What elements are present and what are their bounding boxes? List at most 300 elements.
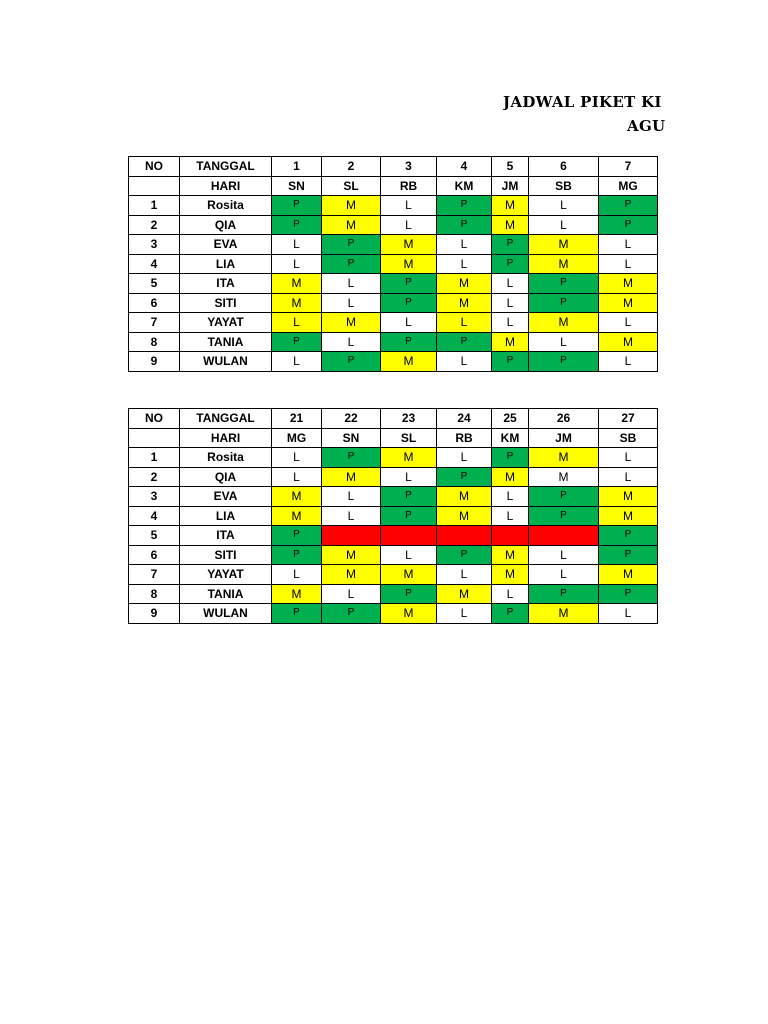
shift-code: P: [560, 509, 567, 521]
shift-code: M: [623, 508, 633, 523]
shift-code: M: [623, 334, 633, 349]
shift-cell: [381, 604, 437, 624]
shift-cell: [272, 235, 322, 255]
row-number: 9: [129, 352, 180, 372]
shift-code: P: [624, 218, 632, 230]
shift-cell: [599, 526, 658, 546]
shift-code: L: [460, 450, 468, 465]
shift-code: L: [293, 237, 300, 252]
shift-cell: [492, 604, 529, 624]
shift-code: M: [505, 469, 515, 484]
shift-code: M: [346, 469, 356, 484]
shift-cell: [381, 215, 437, 235]
shift-code: P: [624, 199, 632, 211]
shift-code: P: [624, 587, 632, 599]
shift-code: L: [506, 295, 514, 310]
shift-cell: [381, 487, 437, 507]
person-row: [129, 506, 658, 526]
date-cell: 1: [272, 157, 322, 177]
shift-cell: [599, 274, 658, 294]
shift-cell: [437, 545, 492, 565]
shift-code: M: [291, 276, 302, 291]
shift-code: L: [506, 508, 514, 523]
shift-cell: [492, 235, 529, 255]
shift-code: P: [560, 277, 567, 289]
day-cell: JM: [492, 176, 529, 196]
shift-cell: [272, 506, 322, 526]
shift-cell: [437, 565, 492, 585]
row-number: 3: [129, 235, 180, 255]
tanggal-header: TANGGAL: [180, 409, 272, 429]
shift-code: P: [624, 529, 632, 541]
day-cell: RB: [381, 176, 437, 196]
shift-cell: [492, 293, 529, 313]
person-name: YAYAT: [180, 565, 272, 585]
shift-cell: [599, 584, 658, 604]
shift-cell: [529, 274, 599, 294]
shift-cell: [529, 604, 599, 624]
shift-cell: [492, 506, 529, 526]
shift-cell: [322, 274, 381, 294]
shift-cell: [322, 352, 381, 372]
shift-code: L: [624, 354, 632, 369]
shift-code: P: [347, 238, 355, 250]
shift-code: P: [506, 238, 514, 250]
shift-cell: [599, 565, 658, 585]
shift-code: M: [291, 586, 302, 601]
shift-cell: [529, 235, 599, 255]
row-number: 2: [129, 215, 180, 235]
shift-cell: [437, 293, 492, 313]
shift-code: M: [346, 567, 356, 582]
day-cell: MG: [272, 428, 322, 448]
shift-cell: [492, 352, 529, 372]
day-cell: SL: [322, 176, 381, 196]
shift-cell: [492, 274, 529, 294]
person-row: [129, 604, 658, 624]
person-row: [129, 254, 658, 274]
shift-code: L: [560, 217, 567, 232]
shift-cell: [272, 565, 322, 585]
shift-cell-blocked: [381, 526, 437, 546]
shift-code: P: [460, 470, 468, 482]
shift-cell: [272, 604, 322, 624]
shift-code: P: [293, 529, 300, 541]
shift-cell: [599, 196, 658, 216]
schedule-table-1: [128, 156, 658, 372]
shift-cell: [437, 313, 492, 333]
shift-cell: [599, 215, 658, 235]
shift-cell: [437, 235, 492, 255]
shift-code: M: [291, 508, 302, 523]
shift-cell: [272, 215, 322, 235]
shift-cell: [381, 313, 437, 333]
shift-cell: [529, 332, 599, 352]
shift-cell: [492, 196, 529, 216]
shift-code: L: [293, 567, 300, 582]
date-cell: 22: [322, 409, 381, 429]
person-row: [129, 565, 658, 585]
shift-cell: [322, 506, 381, 526]
shift-code: L: [460, 606, 468, 621]
shift-code: M: [403, 256, 414, 271]
shift-code: M: [291, 489, 302, 504]
shift-code: P: [624, 548, 632, 560]
shift-code: M: [558, 469, 569, 484]
person-name: TANIA: [180, 332, 272, 352]
shift-code: L: [293, 354, 300, 369]
shift-code: L: [405, 547, 412, 562]
shift-code: L: [560, 567, 567, 582]
person-name: ITA: [180, 526, 272, 546]
shift-code: L: [560, 334, 567, 349]
shift-code: M: [403, 237, 414, 252]
shift-code: P: [560, 355, 567, 367]
shift-cell: [322, 545, 381, 565]
person-row: [129, 313, 658, 333]
shift-code: M: [459, 489, 469, 504]
shift-cell: [322, 313, 381, 333]
shift-cell: [599, 545, 658, 565]
shift-cell: [492, 545, 529, 565]
shift-code: M: [623, 295, 633, 310]
person-name: SITI: [180, 545, 272, 565]
day-cell: RB: [437, 428, 492, 448]
shift-code: P: [405, 296, 412, 308]
person-row: [129, 274, 658, 294]
shift-code: P: [293, 199, 300, 211]
shift-code: P: [347, 355, 355, 367]
person-row: [129, 584, 658, 604]
day-cell: SL: [381, 428, 437, 448]
row-number: 8: [129, 332, 180, 352]
person-name: QIA: [180, 215, 272, 235]
shift-cell: [529, 506, 599, 526]
shift-code: M: [623, 489, 633, 504]
shift-cell: [529, 196, 599, 216]
shift-code: M: [505, 567, 515, 582]
person-name: Rosita: [180, 196, 272, 216]
date-cell: 27: [599, 409, 658, 429]
shift-cell: [437, 352, 492, 372]
person-name: TANIA: [180, 584, 272, 604]
no-header: NO: [129, 409, 180, 429]
shift-cell: [322, 332, 381, 352]
shift-code: M: [403, 567, 414, 582]
shift-code: M: [558, 450, 569, 465]
shift-code: P: [293, 607, 300, 619]
shift-code: M: [459, 586, 469, 601]
shift-cell: [272, 274, 322, 294]
shift-cell: [437, 604, 492, 624]
person-row: [129, 467, 658, 487]
day-cell: MG: [599, 176, 658, 196]
shift-cell: [322, 467, 381, 487]
row-number: 2: [129, 467, 180, 487]
shift-cell: [492, 332, 529, 352]
date-cell: 21: [272, 409, 322, 429]
shift-cell: [322, 565, 381, 585]
shift-cell: [529, 565, 599, 585]
shift-code: L: [460, 354, 468, 369]
shift-cell: [492, 215, 529, 235]
shift-code: P: [405, 335, 412, 347]
shift-cell: [492, 448, 529, 468]
shift-cell: [529, 487, 599, 507]
shift-code: P: [347, 451, 355, 463]
day-cell: KM: [437, 176, 492, 196]
person-name: ITA: [180, 274, 272, 294]
shift-code: M: [505, 547, 515, 562]
no-header: NO: [129, 157, 180, 177]
shift-cell: [599, 293, 658, 313]
shift-cell: [599, 352, 658, 372]
shift-cell: [322, 215, 381, 235]
shift-code: L: [405, 469, 412, 484]
shift-code: L: [624, 450, 632, 465]
person-name: Rosita: [180, 448, 272, 468]
person-row: [129, 448, 658, 468]
date-cell: 6: [529, 157, 599, 177]
shift-cell: [381, 196, 437, 216]
shift-cell: [599, 506, 658, 526]
shift-cell: [381, 254, 437, 274]
date-header-row: [129, 157, 658, 177]
shift-code: M: [346, 547, 356, 562]
shift-code: L: [293, 469, 300, 484]
row-number: 7: [129, 313, 180, 333]
shift-code: M: [346, 198, 356, 213]
shift-cell: [272, 584, 322, 604]
shift-cell: [437, 274, 492, 294]
shift-cell: [381, 332, 437, 352]
shift-cell: [492, 487, 529, 507]
person-row: [129, 332, 658, 352]
shift-code: M: [346, 217, 356, 232]
person-name: SITI: [180, 293, 272, 313]
shift-code: P: [560, 587, 567, 599]
row-number: 8: [129, 584, 180, 604]
row-number: 6: [129, 293, 180, 313]
shift-code: P: [506, 257, 514, 269]
date-cell: 24: [437, 409, 492, 429]
shift-code: L: [624, 237, 632, 252]
shift-cell: [599, 254, 658, 274]
shift-cell: [322, 604, 381, 624]
person-row: [129, 196, 658, 216]
shift-cell: [492, 565, 529, 585]
shift-cell: [381, 565, 437, 585]
shift-code: M: [558, 315, 569, 330]
row-number: 1: [129, 448, 180, 468]
shift-cell: [599, 487, 658, 507]
person-name: YAYAT: [180, 313, 272, 333]
row-number: 6: [129, 545, 180, 565]
hari-header: HARI: [180, 428, 272, 448]
shift-code: M: [505, 217, 515, 232]
shift-code: L: [293, 450, 300, 465]
shift-code: M: [558, 606, 569, 621]
day-cell: JM: [529, 428, 599, 448]
shift-code: L: [560, 198, 567, 213]
shift-code: L: [624, 606, 632, 621]
row-number: 3: [129, 487, 180, 507]
day-cell: KM: [492, 428, 529, 448]
shift-code: L: [347, 489, 355, 504]
date-cell: 26: [529, 409, 599, 429]
person-row: [129, 545, 658, 565]
shift-code: L: [460, 256, 468, 271]
row-number: 5: [129, 526, 180, 546]
shift-code: L: [624, 315, 632, 330]
shift-cell: [529, 313, 599, 333]
shift-code: L: [347, 334, 355, 349]
person-name: QIA: [180, 467, 272, 487]
shift-code: P: [347, 257, 355, 269]
shift-code: M: [505, 198, 515, 213]
person-row: [129, 352, 658, 372]
row-number: 9: [129, 604, 180, 624]
shift-code: M: [505, 334, 515, 349]
shift-cell: [322, 196, 381, 216]
shift-cell: [381, 448, 437, 468]
shift-code: L: [624, 256, 632, 271]
shift-cell: [272, 254, 322, 274]
shift-code: P: [347, 607, 355, 619]
shift-code: P: [293, 548, 300, 560]
shift-cell-blocked: [492, 526, 529, 546]
shift-code: M: [346, 315, 356, 330]
shift-code: L: [405, 217, 412, 232]
shift-cell: [381, 467, 437, 487]
shift-code: L: [506, 276, 514, 291]
shift-code: P: [506, 355, 514, 367]
person-row: [129, 215, 658, 235]
shift-cell: [599, 235, 658, 255]
shift-cell: [492, 313, 529, 333]
shift-cell: [272, 313, 322, 333]
day-cell: SN: [322, 428, 381, 448]
date-cell: 5: [492, 157, 529, 177]
shift-cell: [529, 254, 599, 274]
shift-cell: [322, 487, 381, 507]
shift-code: P: [405, 490, 412, 502]
shift-code: P: [405, 587, 412, 599]
shift-code: P: [506, 451, 514, 463]
shift-code: P: [460, 548, 468, 560]
shift-code: M: [403, 606, 414, 621]
shift-cell: [437, 196, 492, 216]
person-row: [129, 526, 658, 546]
shift-cell: [599, 332, 658, 352]
day-cell: SB: [529, 176, 599, 196]
shift-code: L: [506, 489, 514, 504]
shift-code: M: [403, 450, 414, 465]
person-name: EVA: [180, 487, 272, 507]
day-header-row: [129, 428, 658, 448]
shift-cell: [381, 545, 437, 565]
shift-cell: [322, 235, 381, 255]
shift-cell: [272, 487, 322, 507]
shift-cell: [437, 215, 492, 235]
empty-cell: [129, 176, 180, 196]
row-number: 4: [129, 506, 180, 526]
shift-cell: [492, 467, 529, 487]
shift-code: L: [405, 315, 412, 330]
row-number: 7: [129, 565, 180, 585]
shift-cell: [381, 352, 437, 372]
shift-cell: [529, 545, 599, 565]
shift-code: L: [460, 315, 468, 330]
shift-cell: [437, 254, 492, 274]
shift-code: P: [460, 199, 468, 211]
shift-cell: [529, 293, 599, 313]
shift-code: L: [560, 547, 567, 562]
shift-code: P: [460, 335, 468, 347]
shift-code: L: [293, 256, 300, 271]
shift-cell: [381, 293, 437, 313]
shift-code: M: [403, 354, 414, 369]
date-header-row: [129, 409, 658, 429]
shift-code: L: [460, 567, 468, 582]
person-name: LIA: [180, 254, 272, 274]
shift-code: M: [459, 276, 469, 291]
shift-code: L: [347, 295, 355, 310]
shift-cell: [272, 196, 322, 216]
shift-code: P: [405, 509, 412, 521]
shift-cell: [437, 584, 492, 604]
shift-cell: [322, 293, 381, 313]
shift-cell: [529, 467, 599, 487]
shift-cell: [322, 584, 381, 604]
shift-cell: [322, 254, 381, 274]
shift-cell: [381, 274, 437, 294]
shift-cell: [437, 332, 492, 352]
shift-code: L: [506, 586, 514, 601]
shift-code: L: [347, 586, 355, 601]
shift-cell: [529, 448, 599, 468]
shift-cell: [599, 604, 658, 624]
shift-cell: [272, 467, 322, 487]
shift-code: P: [560, 490, 567, 502]
tanggal-header: TANGGAL: [180, 157, 272, 177]
shift-code: P: [560, 296, 567, 308]
shift-code: P: [506, 607, 514, 619]
shift-code: P: [405, 277, 412, 289]
schedule-title: JADWAL PIKET KI: [503, 93, 662, 111]
shift-cell: [529, 352, 599, 372]
shift-code: M: [558, 256, 569, 271]
shift-cell: [272, 332, 322, 352]
shift-cell: [322, 448, 381, 468]
date-cell: 7: [599, 157, 658, 177]
date-cell: 23: [381, 409, 437, 429]
shift-cell: [529, 215, 599, 235]
empty-cell: [129, 428, 180, 448]
shift-cell: [272, 545, 322, 565]
shift-cell: [437, 448, 492, 468]
shift-code: M: [459, 295, 469, 310]
person-name: WULAN: [180, 604, 272, 624]
shift-cell-blocked: [529, 526, 599, 546]
shift-code: P: [460, 218, 468, 230]
shift-cell: [492, 584, 529, 604]
shift-code: L: [347, 508, 355, 523]
date-cell: 3: [381, 157, 437, 177]
date-cell: 25: [492, 409, 529, 429]
shift-cell: [272, 352, 322, 372]
schedule-month: AGU: [627, 117, 666, 135]
